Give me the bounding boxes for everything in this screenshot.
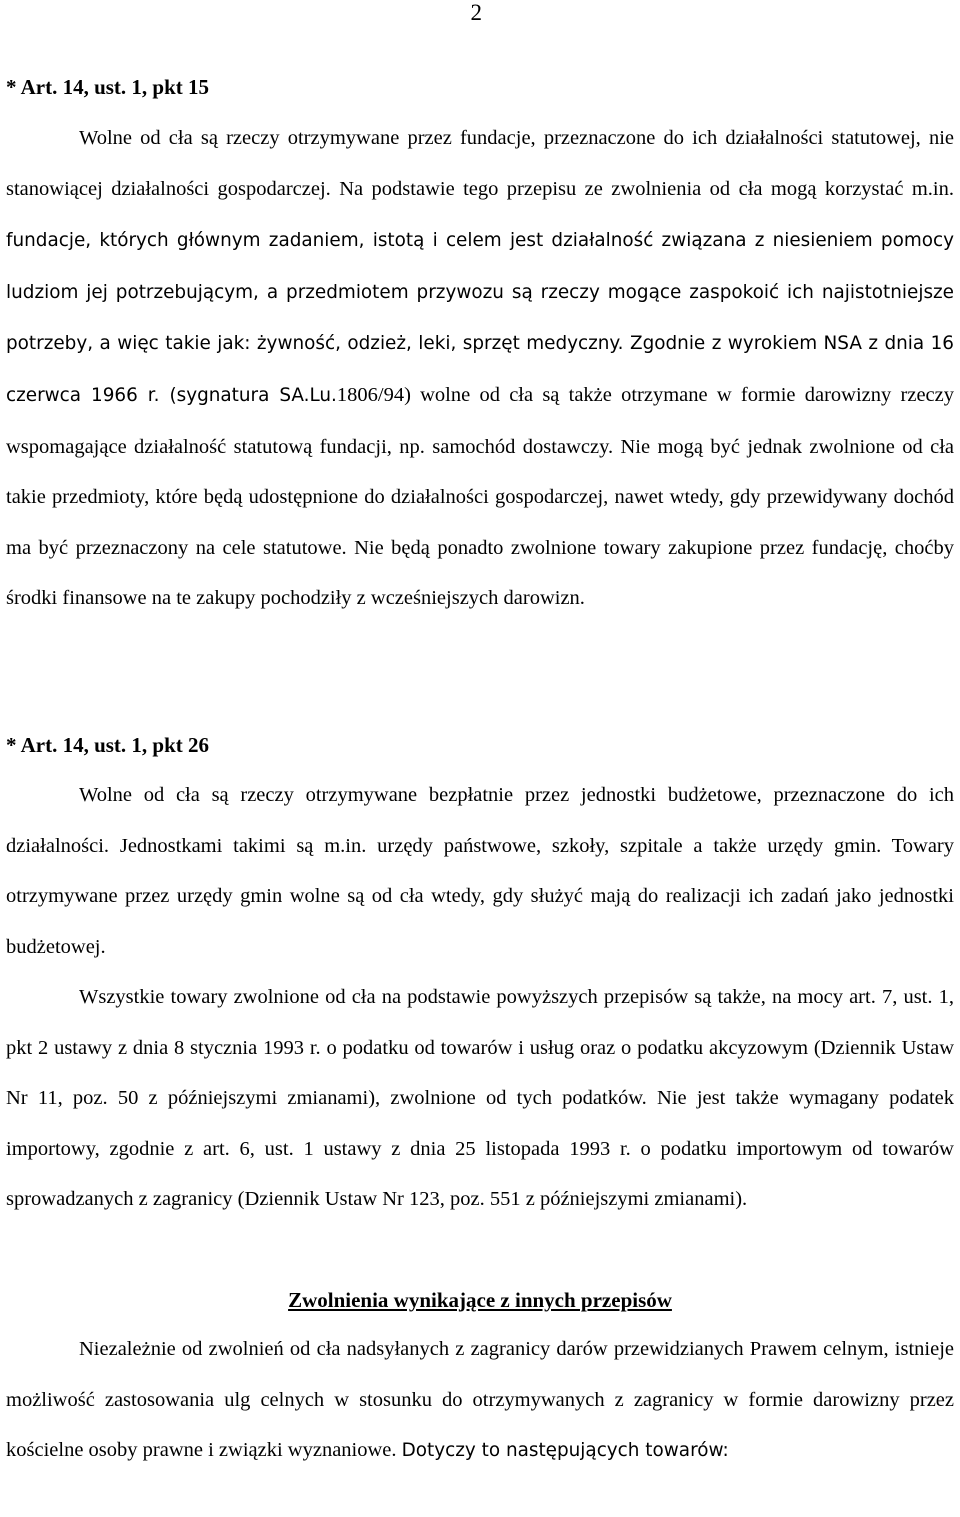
paragraph-fundations-rest: 1806/94) wolne od cła są także otrzymane w formie darowizny rzeczy wspomagające działalność statutową fundacji, np. samochód dostawczy. Nie mogą być jednak zwolnione od cła takie przedmioty, które będą udostępnione do działalności gospodarczej, nawet wtedy, gdy przewidywany dochód ma być przeznaczony na cele statutowe. Nie będą ponadto zwolnione towary zakupione przez fundację, choćby środki finansowe na te zakupy pochodziły z wcześniejszych darowizn. <box>6 383 954 610</box>
paragraph-fundations-serif: Wolne od cła są rzeczy otrzymywane przez fundacje, przeznaczone do ich działalności statutowej, nie stanowiącej działalności gospodarczej. Na podstawie tego przepisu ze zwolnienia od cła mogą korzystać m.in. <box>6 127 954 200</box>
paragraph-church-serif: Niezależnie od zwolnień od cła nadsyłanych z zagranicy darów przewidzianych Prawem celnym, istnieje możliwość zastosowania ulg celnych w stosunku do otrzymywanych z zagranicy w formie darowizny przez kościelne osoby prawne i związki wyznaniowe. <box>6 1338 954 1462</box>
article-heading-pkt15: * Art. 14, ust. 1, pkt 15 <box>6 75 210 99</box>
page-number: 2 <box>470 0 482 25</box>
paragraph-church-sans: Dotyczy to następujących towarów: <box>401 1440 729 1462</box>
article-heading-pkt26: * Art. 14, ust. 1, pkt 26 <box>6 733 210 757</box>
paragraph-church-exemptions <box>6 1324 954 1477</box>
paragraph-budget-units: Wolne od cła są rzeczy otrzymywane bezpłatnie przez jednostki budżetowe, przeznaczone do ich działalności. Jednostkami takimi są m.in. urzędy państwowe, szkoły, szpitale a także urzędy gmin. Towary otrzymywane przez urzędy gmin wolne są od cła wtedy, gdy służyć mają do realizacji ich zadań jako jednostki budżetowej. <box>6 784 954 958</box>
paragraph-tax-exemption: Wszystkie towary zwolnione od cła na podstawie powyższych przepisów są także, na mocy art. 7, ust. 1, pkt 2 ustawy z dnia 8 stycznia 1993 r. o podatku od towarów i usług oraz o podatku akcyzowym (Dziennik Ustaw Nr 11, poz. 50 z późniejszymi zmianami), zwolnione od tych podatków. Nie jest także wymagany podatek importowy, zgodnie z art. 6, ust. 1 ustawy z dnia 25 listopada 1993 r. o podatku importowym od towarów sprowadzanych z zagranicy (Dziennik Ustaw Nr 123, poz. 551 z późniejszymi zmianami). <box>6 986 954 1211</box>
paragraph-fundations-sans: fundacje, których głównym zadaniem, istotą i celem jest działalność związana z niesieniem pomocy ludziom jej potrzebującym, a przedmiotem przywozu są rzeczy mogące zaspokoić ich najistotniejsze potrzeby, a więc takie jak: żywność, odzież, leki, sprzęt medyczny. Zgodnie z wyrokiem NSA z dnia 16 czerwca 1966 r. (sygnatura SA.Lu. <box>6 230 954 406</box>
paragraph-fundations <box>6 113 954 624</box>
section-title-other-exemptions: Zwolnienia wynikające z innych przepisów <box>288 1288 672 1312</box>
